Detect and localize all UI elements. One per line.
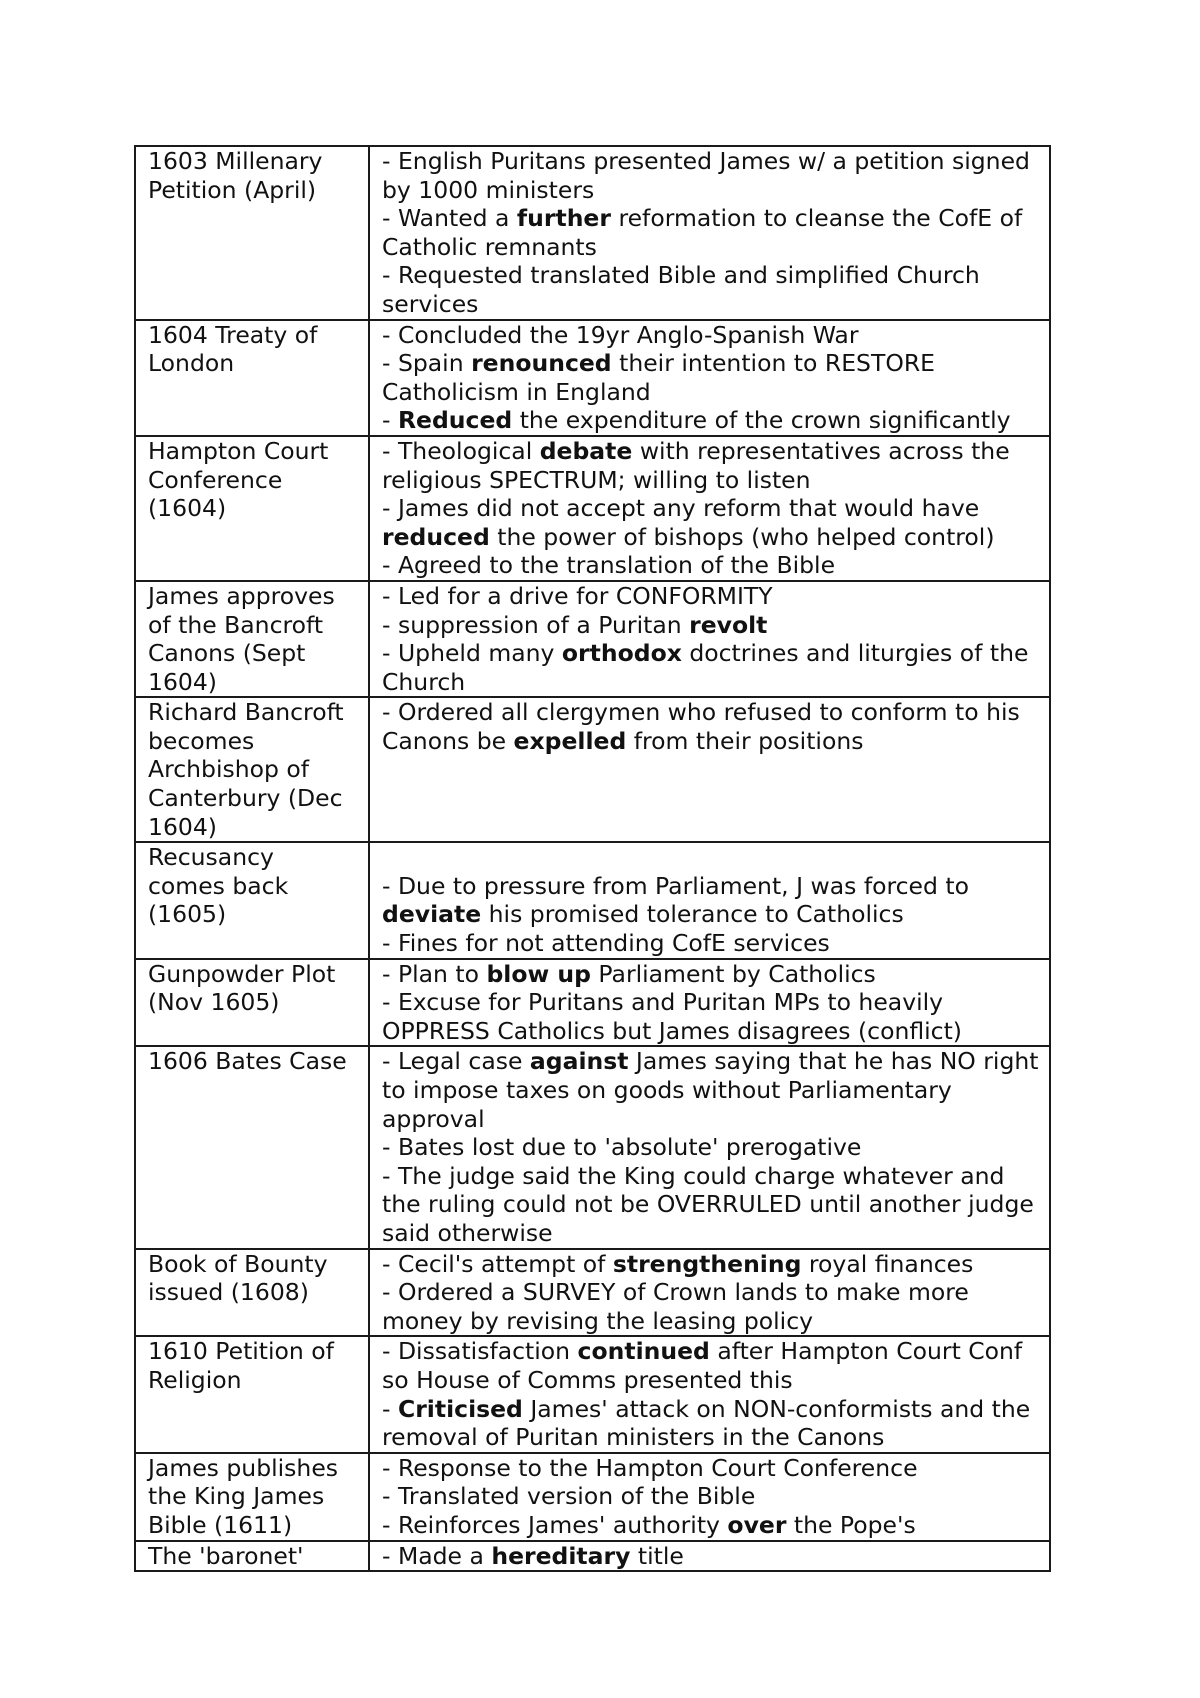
details-cell	[369, 1336, 1050, 1452]
table-row	[135, 959, 1050, 1047]
detail-text: - Legal case	[382, 1047, 530, 1076]
detail-text: James saying that he has NO right to impose taxes on goods without Parliamentary approval	[382, 1047, 1039, 1133]
detail-text: - Upheld many	[382, 639, 562, 668]
emphasis-text: expelled	[513, 726, 627, 755]
detail-line	[382, 321, 1039, 350]
emphasis-text: against	[529, 1047, 629, 1076]
detail-text: - Due to pressure from Parliament, J was forced to	[382, 871, 969, 900]
emphasis-text: hereditary	[491, 1541, 631, 1570]
details-cell	[369, 1046, 1050, 1248]
detail-line	[382, 261, 1039, 318]
emphasis-text: revolt	[689, 610, 768, 639]
event-cell: Recusancy comes back (1605)	[135, 842, 369, 958]
detail-text: - Agreed to the translation of the Bible	[382, 551, 836, 580]
table-row	[135, 1249, 1050, 1337]
detail-text: - James did not accept any reform that would have	[382, 494, 980, 523]
emphasis-text: further	[516, 204, 611, 233]
event-cell: Gunpowder Plot (Nov 1605)	[135, 959, 369, 1047]
notes-table	[134, 145, 1051, 1572]
detail-line	[382, 494, 1039, 551]
emphasis-text: continued	[577, 1337, 710, 1366]
table-row	[135, 1453, 1050, 1541]
detail-text: - Made a	[382, 1541, 492, 1570]
detail-line	[382, 582, 1039, 611]
detail-text: - Fines for not attending CofE services	[382, 929, 830, 958]
emphasis-text: Criticised	[397, 1394, 523, 1423]
detail-text: - Translated version of the Bible	[382, 1482, 756, 1511]
detail-text: title	[630, 1541, 684, 1570]
detail-text: after Hampton Court Conf so House of Comms presented this	[382, 1337, 1023, 1394]
details-cell	[369, 697, 1050, 842]
detail-line	[382, 929, 1039, 958]
table-row	[135, 1541, 1050, 1572]
emphasis-text: over	[727, 1510, 787, 1539]
emphasis-text: Reduced	[397, 406, 513, 435]
detail-line	[382, 147, 1039, 204]
detail-text: - Plan to	[382, 959, 487, 988]
details-cell	[369, 1541, 1050, 1572]
detail-text: - Cecil's attempt of	[382, 1249, 613, 1278]
detail-text: his promised tolerance to Catholics	[481, 900, 904, 929]
detail-line	[382, 1337, 1039, 1394]
detail-line	[382, 1047, 1039, 1133]
detail-text: - Spain	[382, 349, 472, 378]
detail-line	[382, 698, 1039, 755]
detail-text: - Led for a drive for CONFORMITY	[382, 581, 773, 610]
event-cell: 1604 Treaty of London	[135, 320, 369, 436]
emphasis-text: orthodox	[561, 639, 682, 668]
detail-text: the power of bishops (who helped control)	[489, 522, 995, 551]
details-cell	[369, 320, 1050, 436]
details-cell	[369, 1453, 1050, 1541]
detail-text: - Reinforces James' authority	[382, 1510, 728, 1539]
detail-text: - Response to the Hampton Court Conference	[382, 1453, 918, 1482]
detail-text: - Wanted a	[382, 204, 517, 233]
detail-text: - Theological	[382, 436, 540, 465]
detail-line	[382, 349, 1039, 406]
detail-line	[382, 437, 1039, 494]
detail-text: the expenditure of the crown significantly	[512, 406, 1011, 435]
details-cell	[369, 146, 1050, 320]
detail-text: - Concluded the 19yr Anglo-Spanish War	[382, 320, 859, 349]
detail-line	[382, 1133, 1039, 1162]
detail-line	[382, 1482, 1039, 1511]
detail-line	[382, 843, 1039, 872]
detail-line	[382, 551, 1039, 580]
detail-text: - Dissatisfaction	[382, 1337, 578, 1366]
details-cell	[369, 842, 1050, 958]
detail-text: doctrines and liturgies of the Church	[382, 639, 1029, 696]
details-cell	[369, 436, 1050, 581]
table-row	[135, 436, 1050, 581]
detail-text: - Ordered a SURVEY of Crown lands to make more money by revising the leasing policy	[382, 1278, 969, 1335]
emphasis-text: deviate	[382, 900, 482, 929]
emphasis-text: strengthening	[612, 1249, 802, 1278]
detail-line	[382, 1278, 1039, 1335]
details-cell	[369, 1249, 1050, 1337]
detail-text: - suppression of a Puritan	[382, 610, 690, 639]
detail-line	[382, 1162, 1039, 1248]
details-cell	[369, 959, 1050, 1047]
detail-line	[382, 406, 1039, 435]
detail-text: reformation to cleanse the CofE of Catholic remnants	[382, 204, 1023, 261]
table-row	[135, 1046, 1050, 1248]
detail-text: with representatives across the religious SPECTRUM; willing to listen	[382, 436, 1010, 494]
event-cell: Richard Bancroft becomes Archbishop of Canterbury (Dec 1604)	[135, 697, 369, 842]
table-row	[135, 581, 1050, 697]
table-row	[135, 697, 1050, 842]
emphasis-text: reduced	[382, 522, 490, 551]
detail-text: the Pope's	[786, 1510, 916, 1539]
table-row	[135, 146, 1050, 320]
detail-text: - The judge said the King could charge whatever and the ruling could not be OVERRULED until another judge said otherwise	[382, 1161, 1034, 1247]
detail-line	[382, 1511, 1039, 1540]
event-cell: James publishes the King James Bible (1611)	[135, 1453, 369, 1541]
detail-line	[382, 988, 1039, 1045]
detail-line	[382, 1454, 1039, 1483]
detail-text: James' attack on NON-conformists and the removal of Puritan ministers in the Canons	[382, 1394, 1031, 1452]
detail-text: royal finances	[801, 1249, 974, 1278]
table-row	[135, 320, 1050, 436]
table-row	[135, 842, 1050, 958]
detail-text: - Bates lost due to 'absolute' prerogative	[382, 1133, 862, 1162]
detail-text: - Requested translated Bible and simplified Church services	[382, 261, 980, 318]
detail-text: - Ordered all clergymen who refused to conform to his Canons be	[382, 698, 1020, 755]
detail-line	[382, 204, 1039, 261]
detail-line	[382, 1395, 1039, 1452]
detail-line	[382, 611, 1039, 640]
detail-line	[382, 960, 1039, 989]
detail-text: Parliament by Catholics	[590, 959, 876, 988]
event-cell: James approves of the Bancroft Canons (Sept 1604)	[135, 581, 369, 697]
detail-text: from their positions	[626, 726, 864, 755]
detail-line	[382, 639, 1039, 696]
event-cell: 1606 Bates Case	[135, 1046, 369, 1248]
detail-line	[382, 872, 1039, 929]
detail-text: their intention to RESTORE Catholicism in England	[382, 349, 935, 406]
event-cell: 1610 Petition of Religion	[135, 1336, 369, 1452]
detail-text: -	[382, 1394, 398, 1423]
detail-text: -	[382, 406, 398, 435]
event-cell: The 'baronet'	[135, 1541, 369, 1572]
event-cell: Hampton Court Conference (1604)	[135, 436, 369, 581]
notes-table-body	[135, 146, 1050, 1571]
event-cell: 1603 Millenary Petition (April)	[135, 146, 369, 320]
event-cell: Book of Bounty issued (1608)	[135, 1249, 369, 1337]
details-cell	[369, 581, 1050, 697]
emphasis-text: renounced	[471, 349, 612, 378]
table-row	[135, 1336, 1050, 1452]
emphasis-text: debate	[539, 436, 633, 465]
emphasis-text: blow up	[486, 959, 591, 988]
detail-line	[382, 1250, 1039, 1279]
detail-text: - Excuse for Puritans and Puritan MPs to heavily OPPRESS Catholics but James disagrees (conflict)	[382, 988, 962, 1045]
detail-line	[382, 1542, 1039, 1571]
detail-text: - English Puritans presented James w/ a petition signed by 1000 ministers	[382, 147, 1030, 204]
